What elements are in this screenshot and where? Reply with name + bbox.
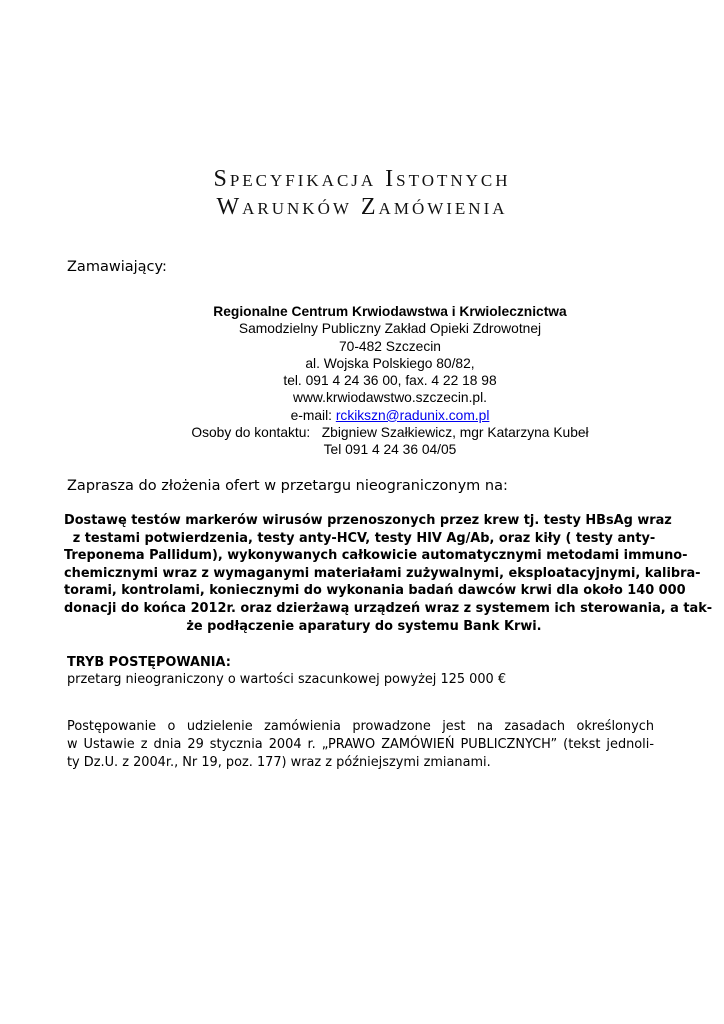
subject-line: że podłączenie aparatury do systemu Bank Krwi. — [186, 618, 542, 634]
document-title-line-1: Specyfikacja Istotnych — [213, 166, 511, 192]
organization-contact-phone: Tel 091 4 24 36 04/05 — [323, 442, 457, 458]
procedure-text: przetarg nieograniczony o wartości szacunkowej powyżej 125 000 € — [67, 672, 507, 687]
organization-name: Regionalne Centrum Krwiodawstwa i Krwiolecznictwa — [213, 304, 567, 319]
legal-basis-paragraph — [67, 718, 654, 771]
legal-line: Postępowanie o udzielenie zamówienia prowadzone jest na zasadach określonych — [67, 719, 654, 734]
document-title-line-2: Warunków Zamówienia — [216, 194, 508, 220]
organization-street: al. Wojska Polskiego 80/82, — [305, 355, 475, 371]
subject-line: z testami potwierdzenia, testy anty-HCV, testy HIV Ag/Ab, oraz kiły ( testy anty- — [72, 530, 656, 546]
procedure-title: TRYB POSTĘPOWANIA: — [67, 655, 231, 670]
email-link[interactable]: rckikszn@radunix.com.pl — [335, 407, 490, 423]
legal-line: ty Dz.U. z 2004r., Nr 19, poz. 177) wraz z późniejszymi zmianami. — [67, 754, 491, 770]
subject-line: torami, kontrolami, koniecznymi do wykonania badań dawców krwi dla około 140 000 — [64, 583, 686, 599]
email-label: e-mail: — [290, 407, 336, 423]
organization-postal: 70-482 Szczecin — [338, 338, 441, 354]
subject-line: Treponema Pallidum), wykonywanych całkowicie automatycznymi metodami immuno- — [64, 548, 688, 564]
organization-contacts: Osoby do kontaktu: Zbigniew Szałkiewicz, mgr Katarzyna Kubeł — [191, 425, 589, 441]
legal-line: w Ustawie z dnia 29 stycznia 2004 r. „PRAWO ZAMÓWIEŃ PUBLICZNYCH” (tekst jednoli- — [67, 736, 654, 752]
organization-type: Samodzielny Publiczny Zakład Opieki Zdrowotnej — [238, 321, 542, 337]
order-subject — [64, 512, 713, 635]
organization-website: www.krwiodawstwo.szczecin.pl. — [293, 390, 487, 406]
subject-line: donacji do końca 2012r. oraz dzierżawą urządzeń wraz z systemem ich sterowania, a tak- — [64, 600, 713, 616]
subject-line: Dostawę testów markerów wirusów przenoszonych przez krew tj. testy HBsAg wraz — [64, 513, 672, 528]
subject-line: chemicznymi wraz z wymaganymi materiałami zużywalnymi, eksploatacyjnymi, kalibra- — [64, 565, 701, 581]
ordering-party-label: Zamawiający: — [67, 259, 167, 275]
organization-block — [100, 303, 680, 459]
invitation-text: Zaprasza do złożenia ofert w przetargu nieograniczonym na: — [67, 478, 508, 494]
organization-email-row — [100, 407, 680, 424]
organization-phone-fax: tel. 091 4 24 36 00, fax. 4 22 18 98 — [283, 373, 497, 389]
